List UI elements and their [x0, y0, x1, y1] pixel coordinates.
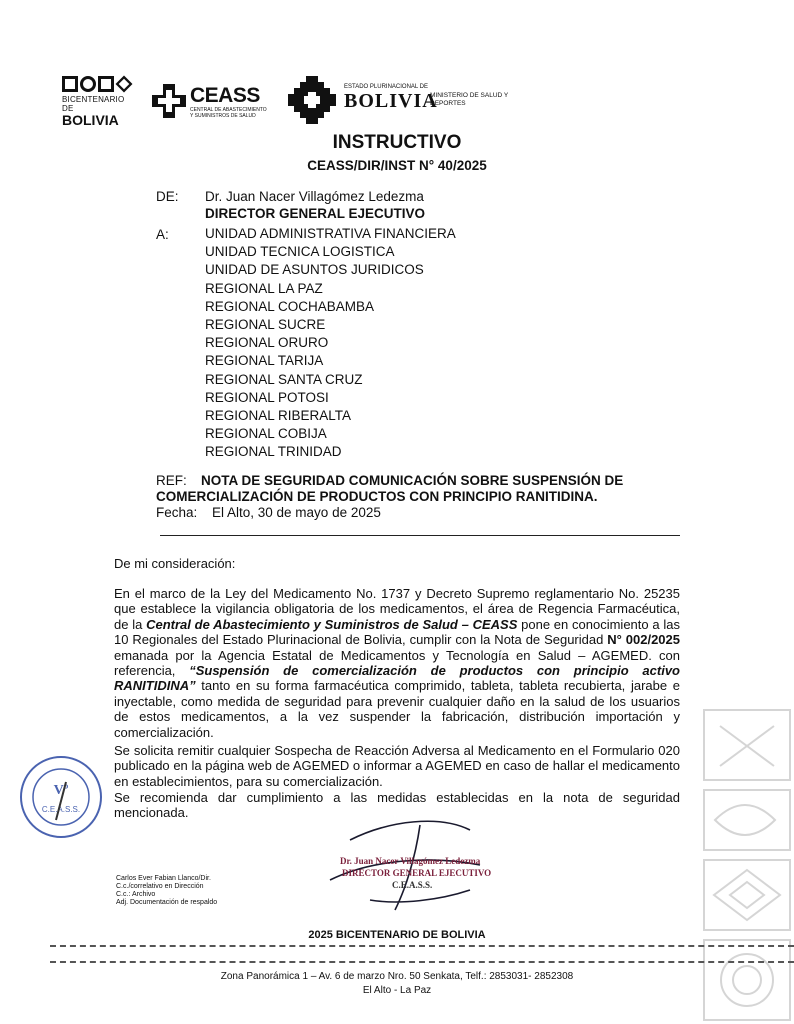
- footer-address: Zona Panorámica 1 – Av. 6 de marzo Nro. 50 Senkata, Telf.: 2853031- 2852308: [220, 971, 574, 982]
- recipient-item: REGIONAL SANTA CRUZ: [205, 371, 363, 387]
- official-seal: [16, 752, 106, 842]
- p1-e: emanada por la Agencia Estatal de Medicamentos y Tecnología en Salud – AGEMED. con referencia,: [114, 647, 680, 679]
- bolivia-logo: [286, 74, 509, 130]
- fecha-label: Fecha:: [156, 505, 198, 520]
- greeting: De mi consideración:: [114, 556, 236, 571]
- p1-d: N° 002/2025: [607, 632, 680, 648]
- p1-c: pone en conocimiento a las 10 Regionales del Estado Plurinacional de Bolivia, cumplir con la Nota de Seguridad: [114, 616, 680, 648]
- ref-label: REF:: [156, 473, 187, 488]
- footer-motto: 2025 BICENTENARIO DE BOLIVIA: [308, 929, 486, 941]
- chakana-icon: [286, 74, 338, 126]
- ceass-name: CEASS: [190, 84, 260, 107]
- recipient-item: REGIONAL RIBERALTA: [205, 408, 352, 424]
- footer-band: [50, 945, 794, 963]
- bicentenario-emblem-icon: [62, 76, 138, 92]
- recipient-item: REGIONAL COBIJA: [205, 426, 327, 442]
- signature-role: DIRECTOR GENERAL EJECUTIVO: [342, 868, 492, 878]
- ref-line2: COMERCIALIZACIÓN DE PRODUCTOS CON PRINCIPIO RANITIDINA.: [156, 489, 598, 504]
- bicentenario-line1: BICENTENARIO DE: [62, 95, 125, 113]
- footer-city: El Alto - La Paz: [362, 985, 432, 996]
- cc-item: C.c.: Archivo: [116, 891, 156, 898]
- recipient-item: REGIONAL SUCRE: [205, 317, 326, 333]
- recipient-item: REGIONAL POTOSI: [205, 389, 329, 405]
- paragraph-1: [114, 586, 680, 740]
- recipient-item: UNIDAD ADMINISTRATIVA FINANCIERA: [205, 226, 456, 241]
- recipient-item: REGIONAL ORURO: [205, 335, 329, 351]
- ministerio-text: MINISTERIO DE SALUD Y DEPORTES: [430, 92, 509, 107]
- de-label: DE:: [156, 189, 179, 204]
- recipient-list: [205, 225, 456, 462]
- ceass-cross-icon: [150, 82, 188, 120]
- a-label: A:: [156, 227, 169, 242]
- bicentenario-logo: [62, 76, 138, 128]
- p1-g: tanto en su forma farmacéutica comprimido, tableta, tableta recubierta, jarabe e inyectable, como medida de seguridad para prevenir cualquier daño en la salud de los usuarios de estos medicamentos, a la vez suspender la fabricación, distribución importación y comercialización.: [114, 678, 680, 740]
- cc-list: [116, 875, 217, 907]
- signature-name: Dr. Juan Nacer Villagómez Ledezma: [340, 856, 481, 866]
- recipient-item: REGIONAL COCHABAMBA: [205, 298, 375, 314]
- ceass-subtitle: CENTRAL DE ABASTECIMIENTO Y SUMINISTROS DE SALUD: [190, 107, 267, 119]
- seal-bottom-text: C.E.A.S.S.: [41, 805, 81, 814]
- document-code: CEASS/DIR/INST N° 40/2025: [307, 158, 487, 173]
- cc-item: C.c./correlativo en Dirección: [116, 883, 204, 890]
- recipient-item: REGIONAL LA PAZ: [205, 280, 323, 296]
- ceass-logo: [150, 80, 268, 122]
- fecha-value: El Alto, 30 de mayo de 2025: [212, 505, 381, 520]
- divider: [160, 535, 680, 536]
- p1-b: Central de Abastecimiento y Suministros de Salud – CEASS: [146, 616, 518, 632]
- p1-f: “Suspensión de comercialización de productos con principio activo RANITIDINA”: [114, 663, 680, 694]
- signature-org: C.E.A.S.S.: [392, 880, 433, 890]
- recipient-item: REGIONAL TARIJA: [205, 353, 324, 369]
- bolivia-small-text: ESTADO PLURINACIONAL DE: [344, 84, 429, 90]
- recipient-item: UNIDAD DE ASUNTOS JURIDICOS: [205, 262, 424, 278]
- recipient-item: REGIONAL TRINIDAD: [205, 444, 342, 460]
- cc-item: Carlos Ever Fabian Llanco/Dir.: [116, 875, 211, 882]
- paragraph-2: Se solicita remitir cualquier Sospecha de Reacción Adversa al Medicamento en el Formulario 020 publicado en la página web de AGEMED o informar a AGEMED en caso de hallar el medicamento en establecimientos, para su comercialización.: [114, 743, 680, 789]
- seal-top-text: Vº: [53, 783, 69, 798]
- document-title: INSTRUCTIVO: [332, 132, 462, 153]
- ref-line1: NOTA DE SEGURIDAD COMUNICACIÓN SOBRE SUSPENSIÓN DE: [201, 473, 624, 488]
- bicentenario-line2: BOLIVIA: [62, 112, 119, 128]
- de-name: Dr. Juan Nacer Villagómez Ledezma: [205, 189, 424, 204]
- paragraph-3: Se recomienda dar cumplimiento a las medidas establecidas en la nota de seguridad mencionada.: [114, 790, 680, 821]
- p1-a: En el marco de la Ley del Medicamento No. 1737 y Decreto Supremo reglamentario No. 25235 que establece la vigilancia obligatoria de los medicamentos, el área de Regencia Farmacéutica, de la: [114, 586, 680, 632]
- bolivia-big-text: BOLIVIA: [344, 90, 438, 112]
- cc-item: Adj. Documentación de respaldo: [116, 899, 218, 906]
- de-role: DIRECTOR GENERAL EJECUTIVO: [205, 206, 426, 221]
- recipient-item: UNIDAD TECNICA LOGISTICA: [205, 244, 395, 260]
